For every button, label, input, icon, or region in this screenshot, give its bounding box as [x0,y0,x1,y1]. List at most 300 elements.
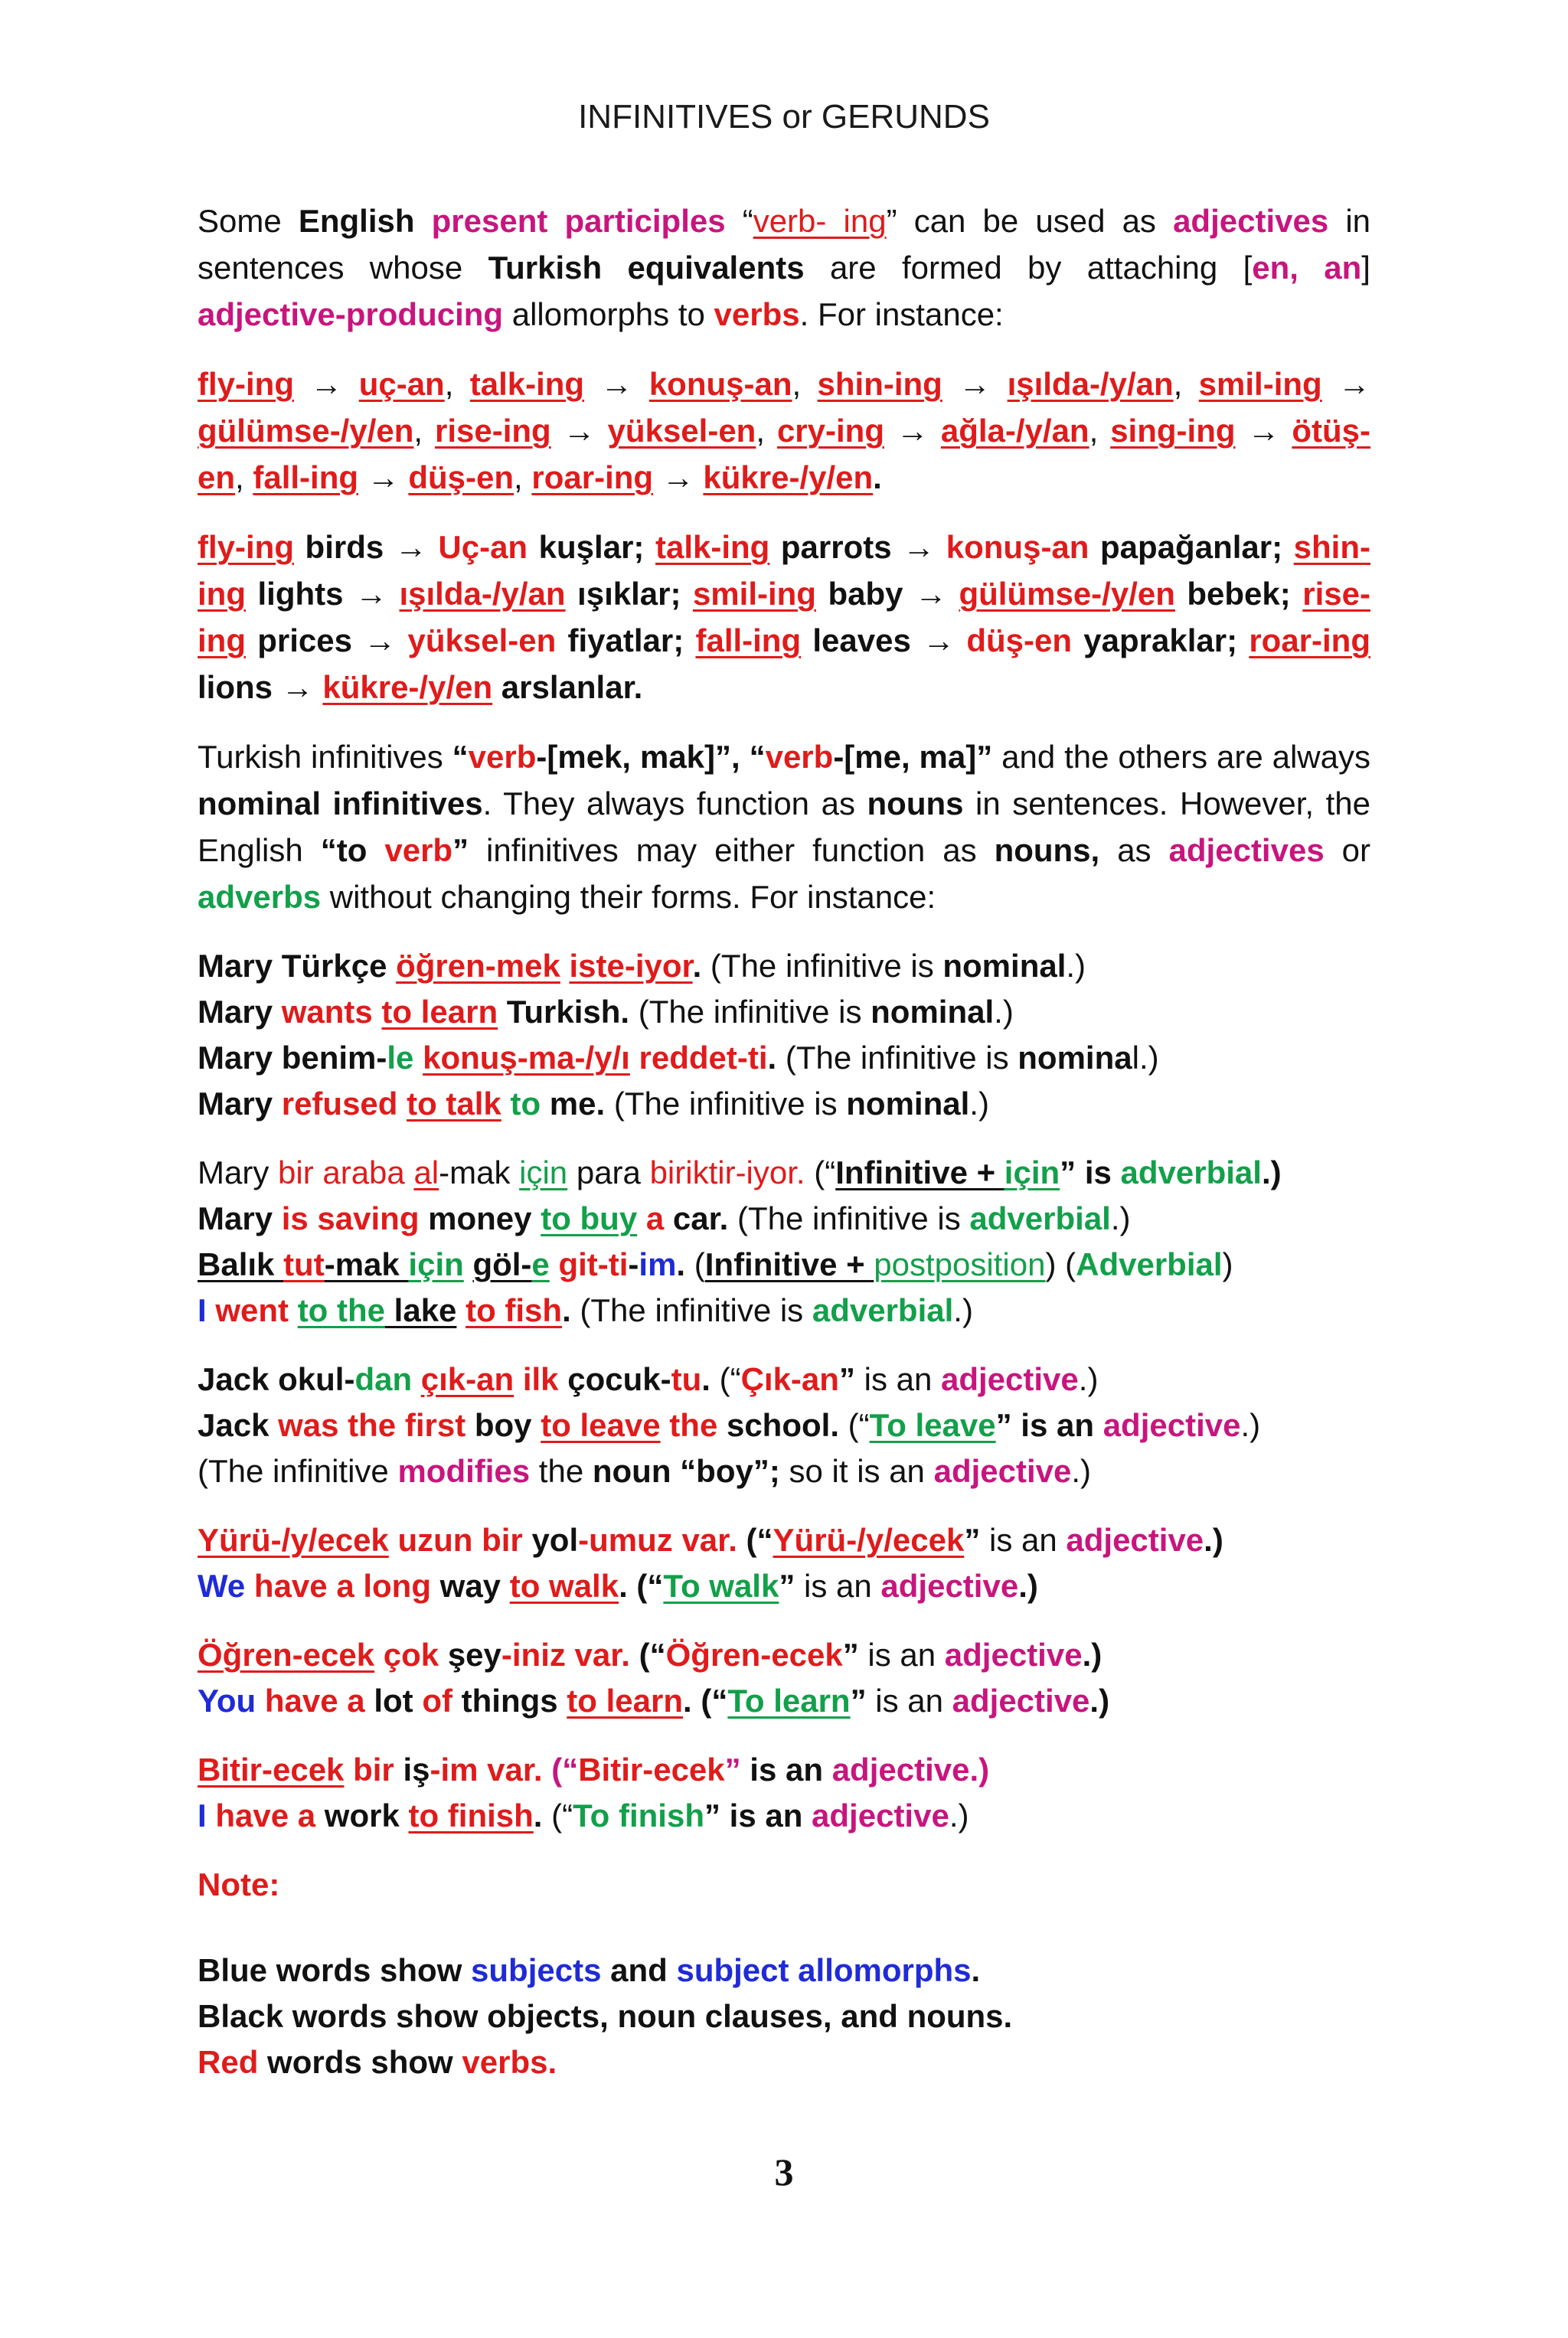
text-run: (The infinitive is [701,948,943,984]
text-run: → [550,413,608,449]
text-run: .) [953,1292,973,1328]
text-run: .) [994,994,1014,1030]
text-line [198,989,1370,1035]
text-line [198,1517,1370,1563]
text-run: Red [198,2044,259,2080]
text-run: im [639,1246,677,1282]
text-run: adjective.) [831,1752,990,1788]
text-run: have a [256,1683,374,1719]
text-line [198,1402,1370,1448]
text-run: . [533,1798,543,1834]
text-run [413,1040,423,1076]
text-run: talk-ing [469,366,585,402]
text-run: lot [374,1683,423,1719]
text-run: of [422,1683,452,1719]
text-run: roar-ing [531,459,654,495]
text-run: adverbial [1120,1154,1262,1190]
text-run: tut [283,1246,325,1282]
text-run: ) ( [1045,1246,1076,1282]
document-body [198,198,1370,2085]
text-run: the [530,1453,593,1489]
text-run: have a [206,1798,325,1834]
text-run: to talk [407,1086,501,1122]
text-run: bir araba [278,1154,414,1190]
text-line [198,2039,1370,2085]
text-run: . [562,1292,571,1328]
text-run: To learn [727,1683,851,1719]
text-run: Infinitive + [835,1154,1004,1190]
text-run: → [584,366,649,402]
text-run: düş-en [408,459,514,495]
text-run: (“ [737,1522,773,1558]
text-run: öğren-mek [396,948,560,984]
text-run: is an [980,1522,1067,1558]
text-run: papağanlar; [1089,529,1294,565]
text-run: konuş-an [648,366,792,402]
text-run: shin-ing [198,529,1370,612]
text-run: verb [468,739,537,775]
text-run: Infinitive + [704,1246,874,1282]
text-run: gülümse-/y/en [959,576,1175,612]
text-run: ağla-/y/an [940,413,1089,449]
text-run: . (“ [683,1683,728,1719]
text-run: → [1321,366,1371,402]
text-line [198,1150,1370,1196]
text-run: fly-ing [198,366,294,402]
text-run: şey [447,1637,501,1673]
text-line [198,1948,1370,1994]
text-run: git-ti [558,1246,629,1282]
text-run: me. [541,1086,606,1122]
text-run: to leave [541,1407,661,1443]
text-run: nominal [846,1086,970,1122]
text-run: , [756,413,777,449]
text-run: Bitir-ecek [198,1752,345,1788]
text-run: l.) [1132,1040,1159,1076]
text-run: Turkish infinitives [198,739,452,775]
text-run: Adverbial [1076,1246,1223,1282]
paragraph-nominal-examples [198,943,1370,1127]
text-run: ” [850,1683,867,1719]
text-run: lake [385,1292,457,1328]
text-run: Jack [198,1407,279,1443]
text-run: To finish [573,1798,704,1834]
text-line [198,1563,1370,1609]
text-run: Jack okul- [198,1361,355,1397]
text-run: nouns, [994,832,1100,868]
text-run: ” [704,1798,720,1834]
text-run: -[mek, mak]”, “ [536,739,766,775]
text-run: adjectives [1173,203,1329,239]
text-run: reddet-ti [639,1040,768,1076]
text-run: .) [1071,1453,1092,1489]
text-run: ötüş-en [198,413,1371,495]
text-run: düş-en [966,622,1073,658]
text-run: Uç-an [438,529,528,565]
text-line [198,1747,1370,1793]
text-run: (“ [805,1154,836,1190]
paragraph-adverbial-examples [198,1150,1370,1334]
text-run: → [358,459,409,495]
text-run: to the [297,1292,385,1328]
text-run: . [692,948,702,984]
text-run: to fish [466,1292,563,1328]
text-run: adverbial [812,1292,954,1328]
text-run: “ [452,739,469,775]
text-run: birds → [293,529,439,565]
text-run: (“ [629,1637,666,1673]
text-run: ” [1060,1154,1076,1190]
text-run: Mary [198,1086,282,1122]
text-run: sing-ing [1110,413,1236,449]
text-run: ışılda-/y/an [399,576,566,612]
paragraph-intro [198,198,1370,338]
text-run: kükre-/y/en [322,669,493,705]
text-run: dan [354,1361,413,1397]
text-run: ” [724,1752,741,1788]
text-run: is an [854,1361,941,1397]
text-line [198,1357,1370,1402]
text-line [198,1196,1370,1242]
text-run: to learn [567,1683,683,1719]
text-run: fly-ing [198,529,294,565]
text-run: money [419,1200,541,1236]
text-line [198,1632,1370,1678]
text-run: way [439,1568,501,1604]
text-run: as [1099,832,1169,868]
text-run: .) [1240,1407,1261,1443]
text-run: the [669,1407,718,1443]
text-run: yüksel-en [607,413,756,449]
text-run: iş [403,1752,430,1788]
text-run: Turkish equivalents [488,250,805,286]
text-run: para [567,1154,650,1190]
text-run: adjective [933,1453,1072,1489]
text-run: Öğren-ecek [198,1637,375,1673]
text-run: went [206,1292,289,1328]
text-run: (“ [542,1752,579,1788]
text-run: ” is an [995,1407,1103,1443]
text-run: Öğren-ecek [665,1637,843,1673]
paragraph-participle-list [198,361,1370,501]
text-run: I [198,1292,207,1328]
text-run: ışılda-/y/an [1007,366,1174,402]
text-run: prices → [245,622,408,658]
text-run: al [413,1154,439,1190]
text-run: a [645,1200,665,1236]
text-run: ] [1361,250,1370,286]
text-run: .) [1018,1568,1038,1604]
text-run: arslanlar. [492,669,643,705]
text-run: is an [858,1637,945,1673]
text-run: Mary [198,1154,278,1190]
text-run: is an [720,1798,812,1834]
text-run: çık-an [420,1361,514,1397]
text-run: → [293,366,359,402]
text-run: nominal [942,948,1067,984]
text-run: was the first [278,1407,466,1443]
text-run: , [413,413,436,449]
text-run: is an [866,1683,952,1719]
text-run: school. [717,1407,839,1443]
text-run: parrots → [769,529,946,565]
text-run: Mary [198,994,282,1030]
text-run: words show [258,2044,462,2080]
text-run: Some [198,203,299,239]
text-run: I [198,1798,207,1834]
text-line [198,1288,1370,1334]
text-line [198,1448,1370,1494]
text-run: yapraklar; [1072,622,1250,658]
text-run: infinitives may either function as [469,832,995,868]
text-run: en, an [1252,250,1362,286]
text-run: (“ [839,1407,870,1443]
text-run: fall-ing [253,459,359,495]
text-run: To walk [663,1568,779,1604]
text-run: .) [1110,1200,1131,1236]
text-run: nominal [871,994,995,1030]
text-run: uç-an [358,366,445,402]
text-run: cry-ing [776,413,884,449]
text-run: adjective [880,1568,1019,1604]
text-run: adjectives [1168,832,1325,868]
text-run: → [942,366,1008,402]
paragraph-adjective-examples-3 [198,1632,1370,1724]
text-run: (The infinitive is [605,1086,847,1122]
text-run: talk-ing [655,529,770,565]
text-run: -im var. [430,1752,543,1788]
text-run: için [519,1154,568,1190]
text-run: , [1089,413,1111,449]
text-run: Mary Türkçe [198,948,397,984]
text-run: iste-iyor [569,948,693,984]
text-run: ” [964,1522,981,1558]
text-run: Balık [198,1246,284,1282]
text-run: to [510,1086,541,1122]
text-run: -umuz var. [578,1522,737,1558]
text-run: adjective [941,1361,1079,1397]
text-run: so it is an [779,1453,934,1489]
text-run: → [884,413,941,449]
text-run: ” [452,832,469,868]
text-run [661,1407,670,1443]
text-run: nomina [1018,1040,1132,1076]
paragraph-participle-examples [198,524,1370,710]
text-run: e [531,1246,550,1282]
text-run: gülümse-/y/en [198,413,414,449]
text-run: adjective [812,1798,949,1834]
text-run: adjective [1066,1522,1204,1558]
text-run: Blue words show [198,1952,472,1988]
text-run: “ [742,203,753,239]
text-run: is an [795,1568,881,1604]
text-run: ” [842,1637,859,1673]
text-run: smil-ing [1198,366,1322,402]
text-run: . (“ [619,1568,664,1604]
text-run: verbs [714,296,800,332]
text-run: -[me, ma]” [833,739,993,775]
text-run: noun “boy”; [592,1453,780,1489]
text-run: göl- [472,1246,532,1282]
text-run: refused [281,1086,398,1122]
text-run: shin-ing [817,366,942,402]
text-run: ” [838,1361,855,1397]
text-run: biriktir-iyor. [649,1154,805,1190]
text-run [412,1361,421,1397]
text-run: , [444,366,470,402]
text-run: -mak [324,1246,409,1282]
text-line [198,1994,1370,2039]
text-run: konuş-an [946,529,1089,565]
text-run: bir [344,1752,403,1788]
text-run: is [1076,1154,1121,1190]
text-run: yol [531,1522,579,1558]
text-run: .) [949,1798,969,1834]
text-run: , [235,459,253,495]
text-run: , [1173,366,1199,402]
text-line [198,1035,1370,1081]
text-run: .) [1204,1522,1223,1558]
text-run [373,994,382,1030]
text-run: (The infinitive is [570,1292,812,1328]
text-run: (The infinitive is [629,994,871,1030]
text-run: nouns [867,785,964,821]
text-run: Turkish. [498,994,630,1030]
text-run: leaves → [801,622,967,658]
text-run: . [676,1246,686,1282]
text-run: lights → [245,576,400,612]
text-line [198,1862,1370,1908]
text-run: . [767,1040,777,1076]
text-run: . [701,1361,710,1397]
text-run: and the others are always [992,739,1370,775]
text-run: (“ [710,1361,741,1397]
text-run: smil-ing [692,576,816,612]
paragraph-infinitive-intro [198,733,1370,920]
text-run [289,1292,298,1328]
text-run: are formed by attaching [ [804,250,1253,286]
text-run: postposition [874,1246,1046,1282]
text-run: adjective [1102,1407,1241,1443]
text-run: (The infinitive is [776,1040,1018,1076]
paragraph-note-legend [198,1948,1370,2085]
text-run: Çık-an [740,1361,839,1397]
text-run: . They always function as [482,785,867,821]
text-run: rise-ing [435,413,551,449]
text-run: is an [740,1752,832,1788]
text-run: boy [466,1407,541,1443]
text-run: Yürü-/y/ecek [773,1522,965,1558]
text-run: subjects [471,1952,602,1988]
text-run: We [198,1568,246,1604]
text-run [501,1568,510,1604]
text-run: ” [779,1568,795,1604]
text-run: is saving [281,1200,420,1236]
text-line [198,943,1370,989]
text-run: -mak [439,1154,520,1190]
text-run: .) [1082,1637,1102,1673]
text-run: to walk [509,1568,619,1604]
text-run: verbs. [462,2044,557,2080]
text-run: (The infinitive [198,1453,398,1489]
text-run: Mary benim- [198,1040,387,1076]
paragraph-adjective-examples-1 [198,1357,1370,1494]
text-run: çok [374,1637,448,1673]
text-run: verb- ing [753,203,887,239]
text-run: and [601,1952,677,1988]
text-run: bebek; [1174,576,1303,612]
text-run: lions → [198,669,323,705]
text-run: in sentences. However, the English [198,785,1370,868]
text-run: subject allomorphs [676,1952,972,1988]
text-run: ( [685,1246,705,1282]
text-run: (The infinitive is [728,1200,970,1236]
text-run [514,1361,523,1397]
text-run: “to [320,832,385,868]
text-run: To leave [869,1407,996,1443]
text-run: → [653,459,704,495]
text-run: -iniz var. [501,1637,630,1673]
text-run: adjective-producing [198,296,504,332]
text-run: rise-ing [198,576,1370,658]
text-run: ” can be used as [886,203,1174,239]
text-run: → [1235,413,1292,449]
text-run: Note: [198,1866,280,1902]
text-run: verb [384,832,453,868]
text-line [198,1678,1370,1724]
text-run: .) [1066,948,1086,984]
text-run: yüksel-en [407,622,557,658]
text-run: için [408,1246,464,1282]
text-run: without changing their forms. For instance: [321,879,936,915]
page-number: 3 [774,2150,794,2193]
text-run: have a long [245,1568,440,1604]
text-run: , [514,459,532,495]
text-run: You [198,1683,256,1719]
text-run: adjective [952,1683,1090,1719]
text-run: ışıklar; [565,576,693,612]
text-run: konuş-ma-/y/ı [423,1040,630,1076]
text-run: - [628,1246,639,1282]
text-line [198,1793,1370,1839]
text-run: wants [281,994,373,1030]
text-run: ilk [522,1361,559,1397]
text-run: kükre-/y/en [703,459,874,495]
text-run: Bitir-ecek [578,1752,725,1788]
text-run: allomorphs to [503,296,714,332]
text-run: tu [671,1361,702,1397]
text-run: adverbial [969,1200,1111,1236]
text-run: car. [664,1200,729,1236]
text-run [397,1086,407,1122]
text-run: verb [765,739,834,775]
paragraph-adjective-examples-4 [198,1747,1370,1839]
text-run: .) [1261,1154,1282,1190]
text-run: adjective [944,1637,1083,1673]
text-run: kuşlar; [528,529,655,565]
text-run [550,1246,559,1282]
text-run: Mary [198,1200,282,1236]
text-run: English [298,203,432,239]
text-run: things [452,1683,567,1719]
text-line [198,1242,1370,1288]
text-run: le [387,1040,414,1076]
text-run: fiyatlar; [556,622,696,658]
text-run: (“ [542,1798,573,1834]
text-run: to buy [541,1200,638,1236]
text-run: fall-ing [695,622,802,658]
text-run: present participles [431,203,743,239]
